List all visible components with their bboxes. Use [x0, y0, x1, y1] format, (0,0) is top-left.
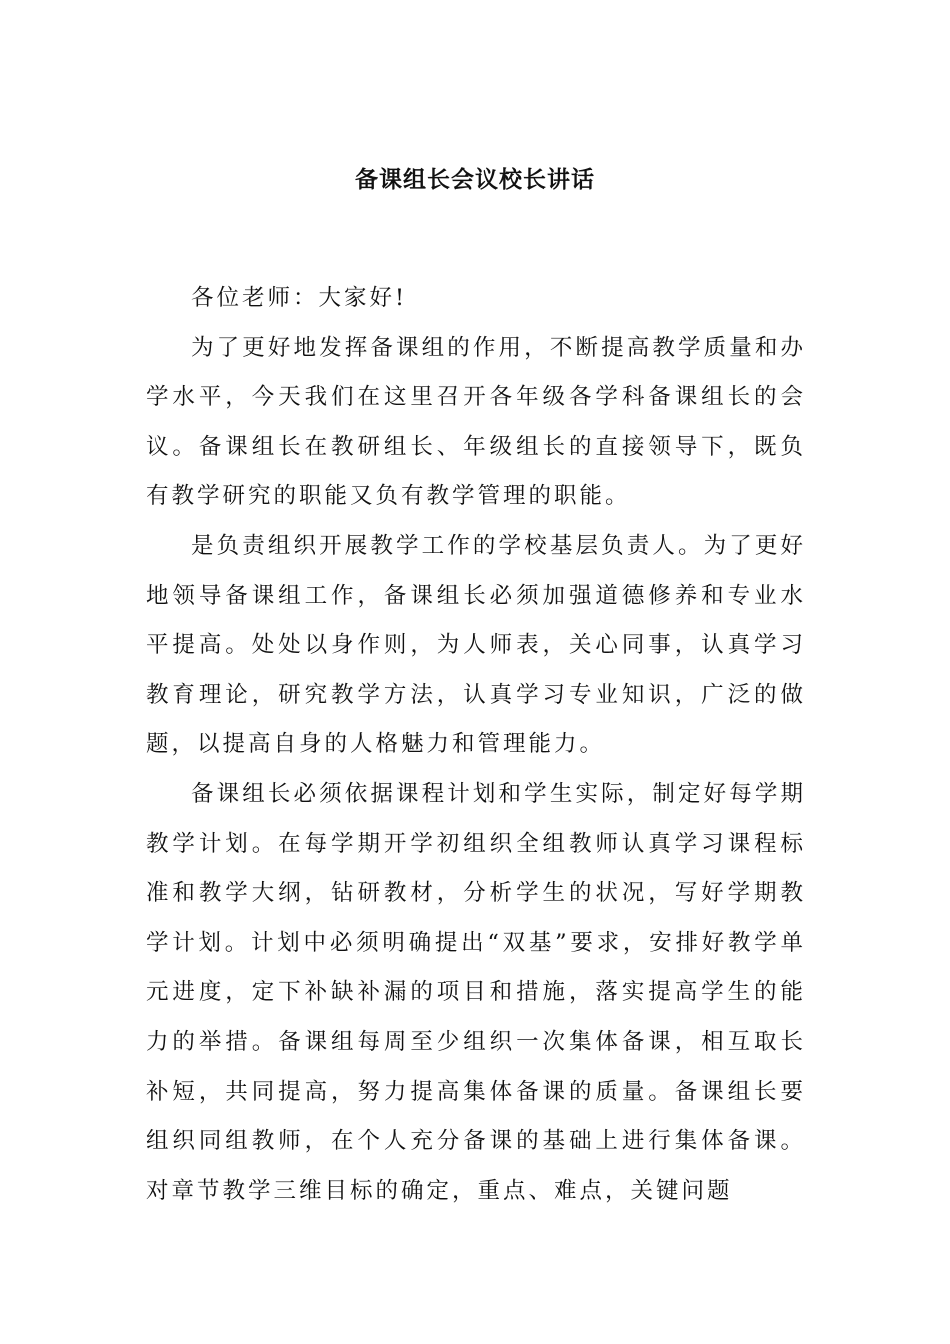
body-paragraph: 是负责组织开展教学工作的学校基层负责人。为了更好地领导备课组工作，备课组长必须加强道德修养和专业水平提高。处处以身作则，为人师表，关心同事，认真学习教育理论，研究教学方法，认真学习专业知识，广泛的做题，以提高自身的人格魅力和管理能力。 [146, 532, 806, 758]
body-paragraph: 备课组长必须依据课程计划和学生实际，制定好每学期教学计划。在每学期开学初组织全组教师认真学习课程标准和教学大纲，钻研教材，分析学生的状况，写好学期教学计划。计划中必须明确提出“双基”要求，安排好教学单元进度，定下补缺补漏的项目和措施，落实提高学生的能力的举措。备课组每周至少组织一次集体备课，相互取长补短，共同提高，努力提高集体备课的质量。备课组长要组织同组教师，在个人充分备课的基础上进行集体备课。对章节教学三维目标的确定，重点、难点，关键问题 [146, 780, 806, 1204]
body-paragraph: 为了更好地发挥备课组的作用，不断提高教学质量和办学水平，今天我们在这里召开各年级各学科备课组长的会议。备课组长在教研组长、年级组长的直接领导下，既负有教学研究的职能又负有教学管理的职能。 [146, 334, 806, 510]
greeting-paragraph: 各位老师：大家好! [191, 285, 408, 311]
document-body [146, 274, 806, 1216]
document-title: 备课组长会议校长讲话 [355, 167, 595, 193]
